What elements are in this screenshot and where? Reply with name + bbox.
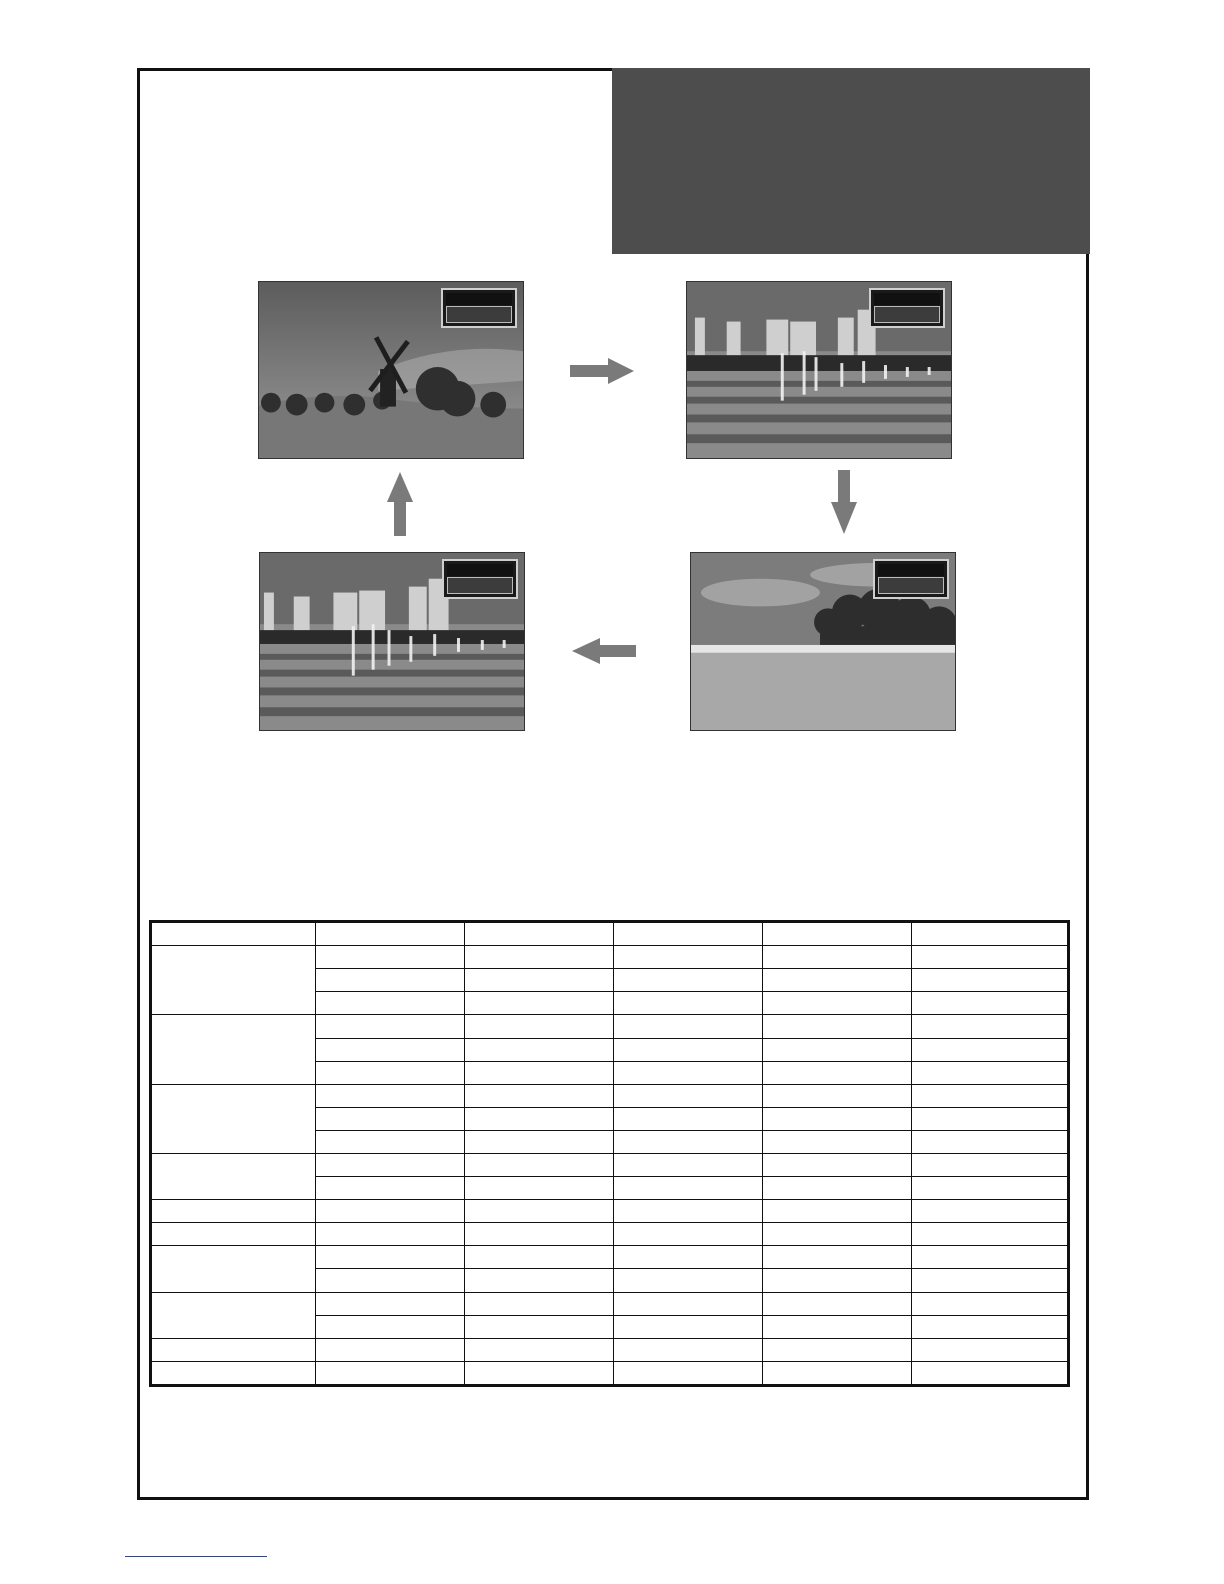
table-cell xyxy=(614,1246,763,1269)
table-cell xyxy=(614,1061,763,1084)
table-cell xyxy=(614,992,763,1015)
table-cell xyxy=(912,1107,1069,1130)
table-cell xyxy=(912,1038,1069,1061)
table-cell xyxy=(465,1361,614,1385)
table-cell xyxy=(763,1107,912,1130)
table-cell xyxy=(465,1107,614,1130)
table-cell xyxy=(763,1315,912,1338)
table-cell xyxy=(614,1084,763,1107)
up-arrow-icon xyxy=(387,470,413,536)
table-cell xyxy=(316,1130,465,1153)
table-row xyxy=(151,1361,1069,1385)
table-cell xyxy=(316,1015,465,1038)
table-cell xyxy=(763,1223,912,1246)
table-cell xyxy=(912,1084,1069,1107)
group-cell xyxy=(151,1338,316,1361)
group-cell xyxy=(151,1153,316,1199)
table-cell xyxy=(465,1246,614,1269)
photo-city-fountain-2 xyxy=(259,552,525,731)
table-cell xyxy=(614,922,763,946)
table-cell xyxy=(763,1038,912,1061)
table-header-row xyxy=(151,922,1069,946)
table-cell xyxy=(465,1292,614,1315)
table-cell xyxy=(763,1292,912,1315)
table-cell xyxy=(614,1177,763,1200)
photo-city-fountain xyxy=(686,281,952,459)
table-row xyxy=(151,946,1069,969)
table-cell xyxy=(316,1038,465,1061)
table-cell xyxy=(316,1107,465,1130)
left-arrow-icon xyxy=(570,638,636,664)
table-cell xyxy=(614,1107,763,1130)
table-cell xyxy=(614,946,763,969)
table-cell xyxy=(912,1153,1069,1176)
group-cell xyxy=(151,1084,316,1153)
table-cell xyxy=(763,1338,912,1361)
table-cell xyxy=(912,1200,1069,1223)
table-cell xyxy=(763,1084,912,1107)
table-cell xyxy=(763,922,912,946)
table-cell xyxy=(763,1061,912,1084)
table-cell xyxy=(465,1223,614,1246)
table-cell xyxy=(465,1061,614,1084)
osd-box xyxy=(869,288,945,328)
down-arrow-icon xyxy=(831,470,857,536)
table-cell xyxy=(763,1177,912,1200)
table-row xyxy=(151,1084,1069,1107)
table-cell xyxy=(614,969,763,992)
table-cell xyxy=(614,1269,763,1292)
group-cell xyxy=(151,1015,316,1084)
header-block xyxy=(612,68,1090,254)
table-cell xyxy=(316,1246,465,1269)
osd-box xyxy=(441,288,517,328)
table-cell xyxy=(912,1015,1069,1038)
table-cell xyxy=(614,1223,763,1246)
footer-link-underline[interactable] xyxy=(125,1556,267,1557)
table-cell xyxy=(151,922,316,946)
table-cell xyxy=(316,969,465,992)
table-cell xyxy=(912,1246,1069,1269)
table-cell xyxy=(316,1061,465,1084)
table-cell xyxy=(316,1361,465,1385)
osd-box xyxy=(442,559,518,599)
table-row xyxy=(151,1200,1069,1223)
table-cell xyxy=(614,1015,763,1038)
table-cell xyxy=(316,1223,465,1246)
table-cell xyxy=(912,969,1069,992)
table-row xyxy=(151,1338,1069,1361)
table-row xyxy=(151,1223,1069,1246)
table-cell xyxy=(316,1338,465,1361)
table-cell xyxy=(912,1338,1069,1361)
table-cell xyxy=(465,1130,614,1153)
table-row xyxy=(151,1015,1069,1038)
table-cell xyxy=(316,1200,465,1223)
table-cell xyxy=(465,1269,614,1292)
table-cell xyxy=(614,1153,763,1176)
table-cell xyxy=(465,1315,614,1338)
table-cell xyxy=(316,1269,465,1292)
table-cell xyxy=(763,1200,912,1223)
photo-windmill xyxy=(258,281,524,459)
table-cell xyxy=(912,1292,1069,1315)
table-cell xyxy=(614,1200,763,1223)
table-cell xyxy=(465,1177,614,1200)
table-cell xyxy=(316,946,465,969)
table-cell xyxy=(763,1361,912,1385)
group-cell xyxy=(151,946,316,1015)
group-cell xyxy=(151,1200,316,1223)
table-cell xyxy=(763,1246,912,1269)
table-cell xyxy=(316,1177,465,1200)
right-arrow-icon xyxy=(570,358,636,384)
table-cell xyxy=(763,946,912,969)
table-cell xyxy=(912,1315,1069,1338)
table-cell xyxy=(614,1361,763,1385)
table-cell xyxy=(316,1315,465,1338)
table-cell xyxy=(912,1223,1069,1246)
table-cell xyxy=(763,1015,912,1038)
table-cell xyxy=(614,1292,763,1315)
table-row xyxy=(151,1246,1069,1269)
table-cell xyxy=(465,1153,614,1176)
table-cell xyxy=(465,1084,614,1107)
table-cell xyxy=(763,1153,912,1176)
table-cell xyxy=(763,992,912,1015)
table-cell xyxy=(465,1038,614,1061)
photo-beach xyxy=(690,552,956,731)
table-cell xyxy=(316,992,465,1015)
table-cell xyxy=(912,1361,1069,1385)
table-cell xyxy=(316,1153,465,1176)
group-cell xyxy=(151,1223,316,1246)
table-cell xyxy=(912,1269,1069,1292)
table-cell xyxy=(614,1130,763,1153)
table-cell xyxy=(465,1200,614,1223)
table-cell xyxy=(912,1130,1069,1153)
table-cell xyxy=(912,1061,1069,1084)
table-cell xyxy=(465,922,614,946)
table-cell xyxy=(614,1338,763,1361)
table-cell xyxy=(316,1292,465,1315)
table-cell xyxy=(465,946,614,969)
group-cell xyxy=(151,1361,316,1385)
table-cell xyxy=(912,946,1069,969)
spec-table xyxy=(149,920,1070,1387)
table-cell xyxy=(316,922,465,946)
table-cell xyxy=(912,1177,1069,1200)
table-cell xyxy=(316,1084,465,1107)
group-cell xyxy=(151,1246,316,1292)
table-cell xyxy=(465,969,614,992)
table-cell xyxy=(763,1269,912,1292)
table-cell xyxy=(912,922,1069,946)
table-cell xyxy=(465,1015,614,1038)
table-cell xyxy=(763,1130,912,1153)
table-row xyxy=(151,1153,1069,1176)
group-cell xyxy=(151,1292,316,1338)
table-cell xyxy=(912,992,1069,1015)
osd-box xyxy=(873,559,949,599)
table-cell xyxy=(614,1315,763,1338)
table-cell xyxy=(614,1038,763,1061)
table-row xyxy=(151,1292,1069,1315)
table-cell xyxy=(465,1338,614,1361)
table-cell xyxy=(763,969,912,992)
table-cell xyxy=(465,992,614,1015)
